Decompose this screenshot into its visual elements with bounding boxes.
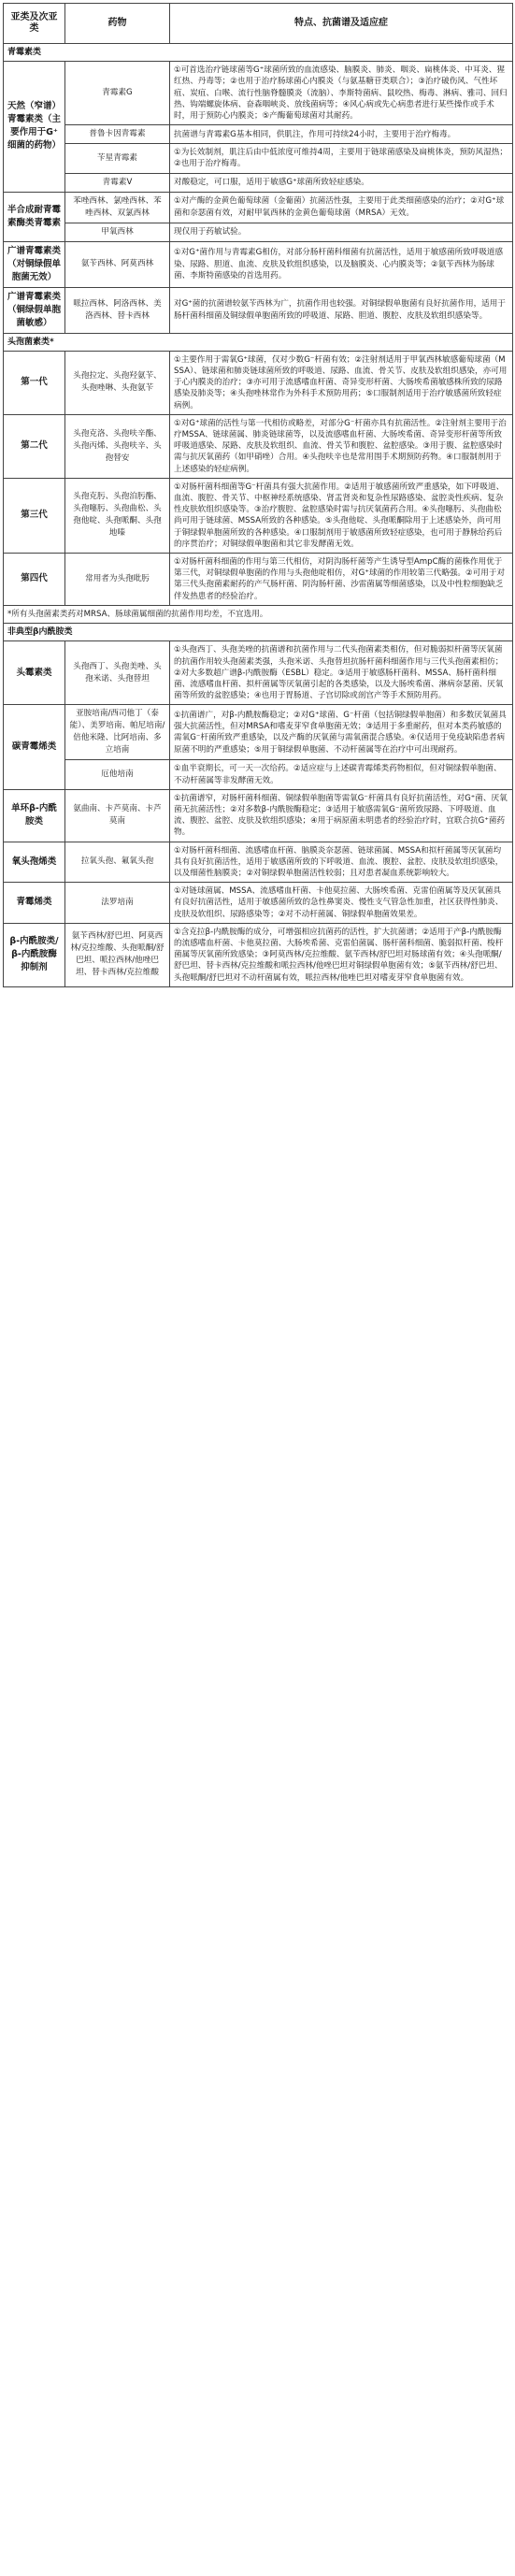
section-cephalosporins: 头孢菌素类*	[4, 333, 513, 351]
subclass-gen2: 第二代	[4, 414, 65, 478]
table-row	[4, 842, 513, 883]
subclass-semisynthetic: 半合成耐青霉素酶类青霉素	[4, 192, 65, 241]
table-row	[4, 705, 513, 760]
drug-name: 头孢克洛、头孢呋辛酯、头孢丙烯、头孢呋辛、头孢替安	[65, 414, 170, 478]
drug-name: 头孢西丁、头孢美唑、头孢米诺、头孢替坦	[65, 641, 170, 705]
drug-description: ①对产酶的金黄色葡萄球菌（金葡菌）抗菌活性强，主要用于此类细菌感染的治疗；②对G⁺球菌和奈瑟菌有效，对耐甲氧西林的金黄色葡萄球菌（MRSA）无效。	[170, 192, 513, 223]
table-row	[4, 62, 513, 125]
subclass-gen1: 第一代	[4, 351, 65, 414]
table-row	[4, 223, 513, 241]
table-row	[4, 554, 513, 606]
drug-name: 苄星青霉素	[65, 144, 170, 173]
drug-name: 常用者为头孢吡肟	[65, 554, 170, 606]
drug-description: ①主要作用于需氧G⁺球菌，仅对少数G⁻杆菌有效；②注射剂适用于甲氧西林敏感葡萄球菌（MSSA）、链球菌和肺炎链球菌所致的呼吸道、尿路、血流、骨关节、皮肤及软组织感染，亦可用于心内膜炎的治疗；③亦可用于流感嗜血杆菌、奇异变形杆菌、大肠埃希菌敏感株所致的尿路感染及肺炎等；④头孢唑林常作为外科手术预防用药；⑤口服制剂适用于治疗敏感菌所致轻症病例。	[170, 351, 513, 414]
table-header-row	[4, 4, 513, 44]
drug-description: 对G⁺菌的抗菌谱较氨苄西林为广，抗菌作用也较强。对铜绿假单胞菌有良好抗菌作用，适用于肠杆菌科细菌及铜绿假单胞菌所致的呼吸道、尿路、胆道、腹腔、皮肤及软组织感染等。	[170, 287, 513, 333]
table-row	[4, 241, 513, 287]
drug-description: 对酸稳定，可口服，适用于敏感G⁺球菌所致轻症感染。	[170, 173, 513, 192]
drug-name: 氨苄西林/舒巴坦、阿莫西林/克拉维酸、头孢哌酮/舒巴坦、哌拉西林/他唑巴坦、替卡西林/克拉维酸	[65, 923, 170, 986]
table-row	[4, 923, 513, 986]
drug-description: ①为长效制剂，肌注后由中低浓度可维持4周，主要用于链球菌感染及扁桃体炎，预防风湿热；②也用于治疗梅毒。	[170, 144, 513, 173]
drug-name: 青霉素G	[65, 62, 170, 125]
table-row	[4, 789, 513, 842]
drug-name: 亚胺培南/西司他丁（泰能）、美罗培南、帕尼培南/倍他米隆、比阿培南、多立培南	[65, 705, 170, 760]
subclass-penem: 青霉烯类	[4, 883, 65, 924]
drug-name: 氨曲南、卡芦莫南、卡芦莫南	[65, 789, 170, 842]
subclass-gen4: 第四代	[4, 554, 65, 606]
drug-name: 头孢拉定、头孢羟氨苄、头孢唑啉、头孢氨苄	[65, 351, 170, 414]
subclass-antipseudomonal: 广谱青霉素类（铜绿假单胞菌敏感）	[4, 287, 65, 333]
table-row	[4, 125, 513, 144]
drug-name: 甲氧西林	[65, 223, 170, 241]
section-row	[4, 333, 513, 351]
subclass-monobactam: 单环β-内酰胺类	[4, 789, 65, 842]
table-row	[4, 605, 513, 623]
subclass-inhibitor-combo: β-内酰胺类/β-内酰胺酶抑制剂	[4, 923, 65, 986]
table-row	[4, 287, 513, 333]
drug-reference-sheet	[3, 3, 512, 987]
drug-description: ①对肠杆菌科细菌的作用与第三代相仿，对阴沟肠杆菌等产生诱导型AmpC酶的菌株作用优于第三代，对铜绿假单胞菌的作用与头孢他啶相仿，对G⁺球菌的作用较第三代略强。②可用于对第三代头孢菌素耐药的产气肠杆菌、阴沟肠杆菌、沙雷菌属等细菌感染，以及中性粒细胞缺乏伴发热患者的经验治疗。	[170, 554, 513, 606]
drug-description: ①可首选治疗链球菌等G⁺球菌所致的血流感染、脑膜炎、肺炎、咽炎、扁桃体炎、中耳炎、猩红热、丹毒等；②也用于治疗肠球菌心内膜炎（与氨基糖苷类联合）；③治疗破伤风、气性坏疽、炭疽、白喉、流行性脑脊髓膜炎（流脑）、李斯特菌病、鼠咬热、梅毒、淋病、雅司、回归热、钩端螺旋体病、奋森咽峡炎、放线菌病等；④风心病或先心病患者进行某些操作或手术时，用于预防心内膜炎；⑤产酶葡萄球菌对其耐药。	[170, 62, 513, 125]
section-row	[4, 44, 513, 62]
table-row	[4, 173, 513, 192]
section-nonclassical: 非典型β内酰胺类	[4, 624, 513, 641]
table-row	[4, 641, 513, 705]
table-row	[4, 192, 513, 223]
subclass-natural: 天然（窄谱）青霉素类（主要作用于G⁺细菌的药物）	[4, 62, 65, 192]
drug-name: 氨苄西林、阿莫西林	[65, 241, 170, 287]
section-row	[4, 624, 513, 641]
drug-description: ①血半衰期长，可一天一次给药。②适应症与上述碳青霉烯类药物相似，但对铜绿假单胞菌、不动杆菌属等非发酵菌无效。	[170, 760, 513, 789]
cephalosporin-footnote: *所有头孢菌素类药对MRSA、肠球菌属细菌的抗菌作用均差，不宜选用。	[4, 605, 513, 623]
section-penicillins: 青霉素类	[4, 44, 513, 62]
header-subclass: 亚类及次亚类	[4, 4, 65, 44]
drug-name: 青霉素V	[65, 173, 170, 192]
drug-description: ①对肠杆菌科细菌、流感嗜血杆菌、脑膜炎奈瑟菌、链球菌属、MSSA和拟杆菌属等厌氧菌均具有良好抗菌活性，适用于敏感菌所致的下呼吸道、血流、腹腔、盆腔、皮肤及软组织感染，以及细菌性脑膜炎；②对铜绿假单胞菌活性较弱；且对患者凝血系统影响较大。	[170, 842, 513, 883]
drug-description: ①对肠杆菌科细菌等G⁻杆菌具有强大抗菌作用。②适用于敏感菌所致严重感染，如下呼吸道、血流、腹腔、骨关节、中枢神经系统感染、肾盂肾炎和复杂性尿路感染、盆腔炎性疾病、复杂性皮肤软组织感染等。③治疗腹腔、盆腔感染时需与抗厌氧菌药合用。④头孢噻肟、头孢曲松尚可用于链球菌、MSSA所致的各种感染。⑤头孢他啶、头孢哌酮除用于上述感染外，尚可用于铜绿假单胞菌所致的各种感染。④口服制剂用于敏感菌所致轻症感染，也可用于静脉给药后的序贯治疗；对铜绿假单胞菌和其它非发酵菌无效。	[170, 478, 513, 553]
table-row	[4, 760, 513, 789]
header-features: 特点、抗菌谱及适应症	[170, 4, 513, 44]
table-row	[4, 351, 513, 414]
drug-name: 哌拉西林、阿洛西林、美洛西林、替卡西林	[65, 287, 170, 333]
drug-description: ①含克拉β-内酰胺酶的成分，可增强相应抗菌药的活性，扩大抗菌谱；②适用于产β-内酰胺酶的流感嗜血杆菌、卡他莫拉菌、大肠埃希菌、克雷伯菌属、肠杆菌科细菌、脆弱拟杆菌、梭杆菌属等厌氧菌所致感染；③阿莫西林/克拉维酸、氨苄西林/舒巴坦对肠球菌有效；④头孢哌酮/舒巴坦、替卡西林/克拉维酸和哌拉西林/他唑巴坦对铜绿假单胞菌有效；⑤氨苄西林/舒巴坦、头孢哌酮/舒巴坦对不动杆菌属有效，哌拉西林/他唑巴坦对嗜麦芽窄食单胞菌有效。	[170, 923, 513, 986]
drug-description: 抗菌谱与青霉素G基本相同，供肌注，作用可持续24小时，主要用于治疗梅毒。	[170, 125, 513, 144]
table-row	[4, 478, 513, 553]
drug-description: ①抗菌谱窄，对肠杆菌科细菌、铜绿假单胞菌等需氧G⁻杆菌具有良好抗菌活性，对G⁺菌、厌氧菌无抗菌活性；②对多数β-内酰胺酶稳定；③适用于敏感需氧G⁻菌所致尿路、下呼吸道、血流、腹腔、盆腔、皮肤及软组织感染；④用于病原菌未明患者的经验治疗时，宜联合抗G⁺菌药物。	[170, 789, 513, 842]
subclass-cephamycin: 头霉素类	[4, 641, 65, 705]
subclass-carbapenem: 碳青霉烯类	[4, 705, 65, 789]
table-row	[4, 883, 513, 924]
drug-description: ①对G⁺球菌的活性与第一代相仿或略差，对部分G⁻杆菌亦具有抗菌活性。②注射剂主要用于治疗MSSA、链球菌属、肺炎链球菌等，以及流感嗜血杆菌、大肠埃希菌、奇异变形杆菌等所致呼吸道感染、尿路、皮肤及软组织、血流、骨关节和腹腔、盆腔感染。③用于腹、盆腔感染时需与抗厌氧菌药（如甲硝唑）合用。④头孢呋辛也是常用围手术期预防药物。④口服制剂用于上述感染的轻症病例。	[170, 414, 513, 478]
subclass-oxacephem: 氧头孢烯类	[4, 842, 65, 883]
table-row	[4, 144, 513, 173]
table-row	[4, 414, 513, 478]
drug-description: ①抗菌谱广，对β-内酰胺酶稳定；②对G⁺球菌、G⁻杆菌（包括铜绿假单胞菌）和多数厌氧菌具强大抗菌活性，但对MRSA和嗜麦芽窄食单胞菌无效；③适用于多重耐药，但对本类药敏感的需氧G⁻杆菌所致严重感染，以及产酶的厌氧菌与需氧菌混合感染。④仅适用于免疫缺陷患者病原菌不明的严重感染；⑤用于铜绿假单胞菌、不动杆菌属等在治疗中可出现耐药。	[170, 705, 513, 760]
drug-description: ①对G⁺菌作用与青霉素G相仿，对部分肠杆菌科细菌有抗菌活性，适用于敏感菌所致呼吸道感染、尿路、胆道、血流、皮肤及软组织感染，以及脑膜炎、心内膜炎等；②氨苄西林为肠球菌、李斯特菌感染的首选用药。	[170, 241, 513, 287]
drug-name: 苯唑西林、氯唑西林、苯唑西林、双氯西林	[65, 192, 170, 223]
drug-description: ①头孢西丁、头孢美唑的抗菌谱和抗菌作用与二代头孢菌素类相仿，但对脆弱拟杆菌等厌氧菌的抗菌作用较头孢菌素类强，头孢米诺、头孢替坦抗肠杆菌科细菌作用与三代头孢菌素相仿；②对大多数超广谱β-内酰胺酶（ESBL）稳定。③适用于敏感肠杆菌科、MSSA、肠杆菌科细菌、流感嗜血杆菌、拟杆菌属等厌氧菌引起的各类感染，以及大肠埃希菌、淋病奈瑟菌、厌氧菌等所致的盆腔感染；④也用于胃肠道、子宫切除或剖宫产等手术预防用药。	[170, 641, 513, 705]
drug-description: 现仅用于药敏试验。	[170, 223, 513, 241]
drug-description: ①对链球菌属、MSSA、流感嗜血杆菌、卡他莫拉菌、大肠埃希菌、克雷伯菌属等及厌氧菌具有良好抗菌活性，适用于敏感菌所致的急性鼻窦炎、慢性支气管急性加重，社区获得性肺炎、皮肤及软组织、尿路感染等；②对不动杆菌属、铜绿假单胞菌效果差。	[170, 883, 513, 924]
drug-name: 拉氧头孢、氟氧头孢	[65, 842, 170, 883]
drug-name: 普鲁卡因青霉素	[65, 125, 170, 144]
drug-name: 厄他培南	[65, 760, 170, 789]
subclass-broad-spectrum: 广谱青霉素类（对铜绿假单胞菌无效）	[4, 241, 65, 287]
antibiotic-table	[3, 3, 513, 987]
drug-name: 法罗培南	[65, 883, 170, 924]
subclass-gen3: 第三代	[4, 478, 65, 553]
header-drug: 药物	[65, 4, 170, 44]
drug-name: 头孢克肟、头孢泊肟酯、头孢噻肟、头孢曲松、头孢他啶、头孢哌酮、头孢地嗪	[65, 478, 170, 553]
